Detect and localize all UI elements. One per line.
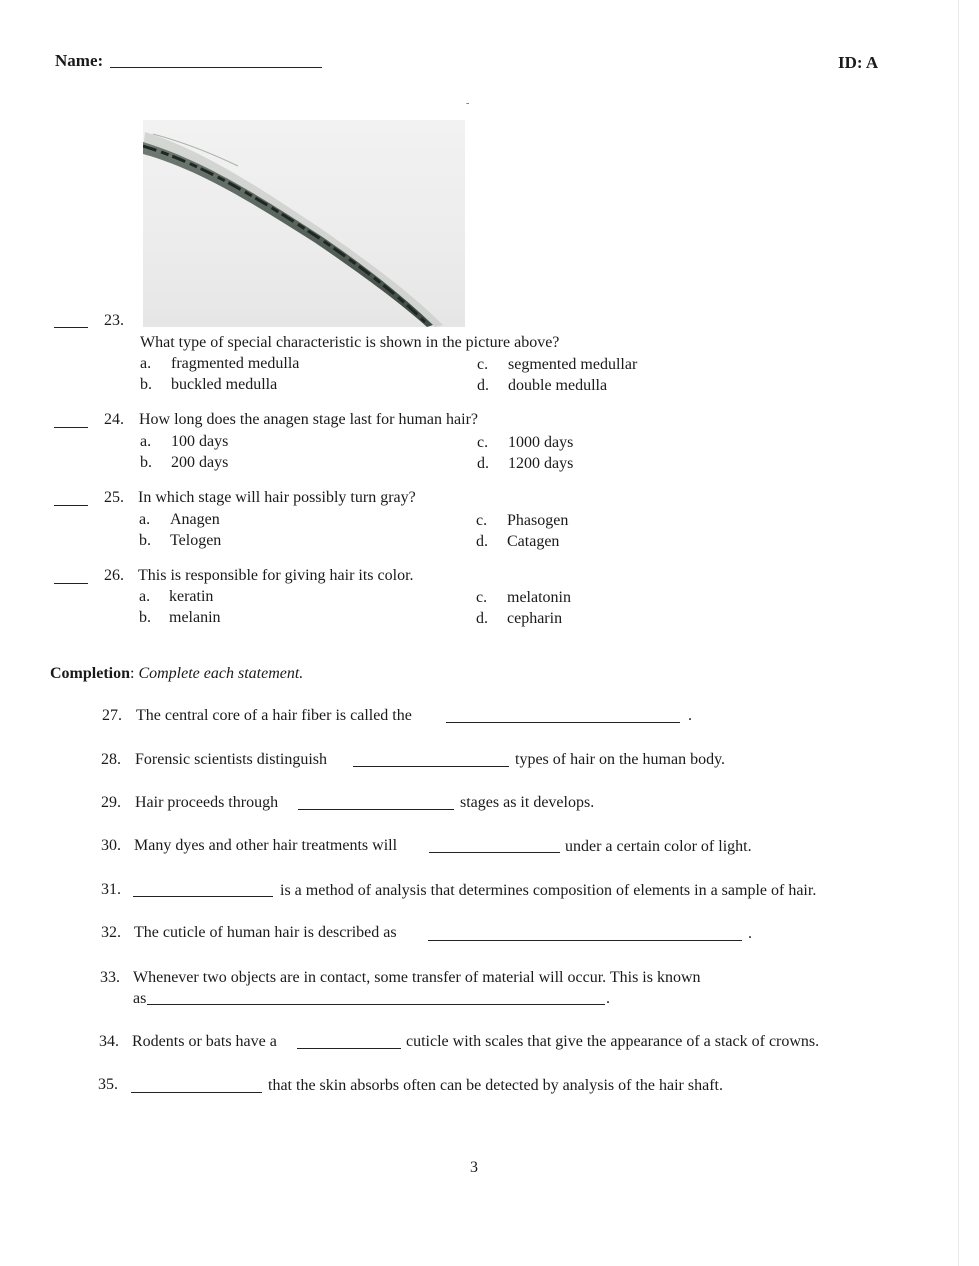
option-text: Phasogen <box>507 512 569 529</box>
item-text: Many dyes and other hair treatments will <box>134 837 398 854</box>
item-number: 27. <box>102 707 122 724</box>
question-text: In which stage will hair possibly turn gray? <box>138 489 416 506</box>
option-letter: b. <box>139 532 151 549</box>
item-number: 29. <box>101 794 121 811</box>
item-text-after: is a method of analysis that determines composition of elements in a sample of hair. <box>280 882 817 899</box>
fill-blank-27[interactable] <box>446 722 680 723</box>
item-text-after: . <box>748 925 752 942</box>
option-text: fragmented medulla <box>171 355 300 372</box>
option-text: Anagen <box>170 511 220 528</box>
item-text-after: that the skin absorbs often can be detected by analysis of the hair shaft. <box>268 1077 723 1094</box>
option-text: segmented medullar <box>508 356 638 373</box>
question-number: 26. <box>104 567 124 584</box>
option-text: Catagen <box>507 533 560 550</box>
answer-blank-25[interactable] <box>54 505 88 506</box>
item-text: Hair proceeds through <box>135 794 279 811</box>
option-text: 100 days <box>171 433 229 450</box>
page-edge <box>958 0 959 1266</box>
fill-blank-29[interactable] <box>298 809 454 810</box>
option-letter: a. <box>139 511 151 528</box>
option-text: Telogen <box>170 532 222 549</box>
question-number: 24. <box>104 411 124 428</box>
fill-blank-30[interactable] <box>429 852 560 853</box>
question-number: 25. <box>104 489 124 506</box>
item-number: 30. <box>101 837 121 854</box>
speck: - <box>466 98 470 109</box>
item-number: 32. <box>101 924 121 941</box>
option-text: 200 days <box>171 454 229 471</box>
option-letter: a. <box>139 588 151 605</box>
option-letter: b. <box>139 609 151 626</box>
option-letter: c. <box>476 589 488 606</box>
completion-colon: : <box>130 665 135 682</box>
fill-blank-34[interactable] <box>297 1048 401 1049</box>
option-letter: d. <box>477 377 489 394</box>
question-text: This is responsible for giving hair its color. <box>138 567 414 584</box>
item-text-after: . <box>688 707 692 724</box>
option-letter: b. <box>140 454 152 471</box>
item-text: Rodents or bats have a <box>132 1033 277 1050</box>
fill-blank-33[interactable] <box>147 1004 605 1005</box>
item-text-line2: as <box>133 990 147 1007</box>
option-letter: d. <box>476 533 488 550</box>
question-number: 23. <box>104 312 124 329</box>
answer-blank-26[interactable] <box>54 583 88 584</box>
option-text: double medulla <box>508 377 608 394</box>
fill-blank-31[interactable] <box>133 896 273 897</box>
option-text: buckled medulla <box>171 376 278 393</box>
name-label: Name: <box>55 51 104 70</box>
item-number: 28. <box>101 751 121 768</box>
id-label: ID: A <box>838 53 879 72</box>
name-field[interactable] <box>110 67 322 68</box>
answer-blank-23[interactable] <box>54 327 88 328</box>
item-text: Whenever two objects are in contact, some transfer of material will occur. This is known <box>133 969 701 986</box>
option-letter: c. <box>477 356 489 373</box>
completion-heading <box>50 665 303 683</box>
item-text: Forensic scientists distinguish <box>135 751 327 768</box>
item-text-after: . <box>606 990 610 1007</box>
option-text: 1000 days <box>508 434 574 451</box>
item-number: 34. <box>99 1033 119 1050</box>
option-text: keratin <box>169 588 214 605</box>
item-number: 33. <box>100 969 120 986</box>
item-number: 31. <box>101 881 121 898</box>
fill-blank-35[interactable] <box>131 1092 262 1093</box>
item-text-after: stages as it develops. <box>460 794 595 811</box>
option-letter: c. <box>476 512 488 529</box>
item-number: 35. <box>98 1076 118 1093</box>
option-text: melanin <box>169 609 221 626</box>
item-text-after: under a certain color of light. <box>565 838 752 855</box>
item-text: The cuticle of human hair is described as <box>134 924 397 941</box>
fill-blank-28[interactable] <box>353 766 509 767</box>
hair-micrograph-image <box>143 120 465 327</box>
completion-instruction: Complete each statement. <box>138 665 304 682</box>
answer-blank-24[interactable] <box>54 427 88 428</box>
question-text: What type of special characteristic is shown in the picture above? <box>140 334 560 351</box>
option-letter: d. <box>477 455 489 472</box>
item-text-after: cuticle with scales that give the appearance of a stack of crowns. <box>406 1033 820 1050</box>
option-text: 1200 days <box>508 455 574 472</box>
option-letter: b. <box>140 376 152 393</box>
page-number: 3 <box>470 1159 478 1176</box>
question-text: How long does the anagen stage last for human hair? <box>139 411 479 428</box>
fill-blank-32[interactable] <box>428 940 742 941</box>
option-letter: d. <box>476 610 488 627</box>
option-letter: a. <box>140 433 152 450</box>
completion-label: Completion <box>50 665 130 682</box>
item-text-after: types of hair on the human body. <box>515 751 726 768</box>
option-letter: a. <box>140 355 152 372</box>
option-letter: c. <box>477 434 489 451</box>
item-text: The central core of a hair fiber is called the <box>136 707 412 724</box>
option-text: cepharin <box>507 610 563 627</box>
option-text: melatonin <box>507 589 571 606</box>
